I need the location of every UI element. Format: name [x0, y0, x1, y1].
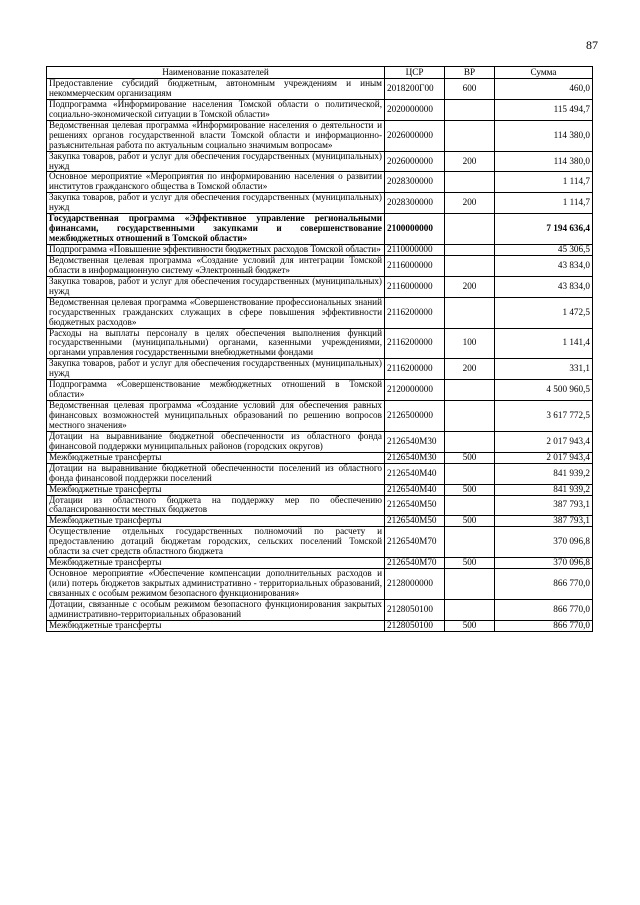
table-row: [47, 431, 593, 452]
row-sum-cell: 3 617 772,5: [495, 401, 593, 432]
row-name-cell: Подпрограмма «Информирование населения Томской области о политической, социально-экономической ситуации в Томской области»: [47, 99, 385, 120]
row-csr-cell: 2126540М30: [385, 452, 445, 463]
row-csr-cell: 2018200Г00: [385, 79, 445, 100]
row-sum-cell: 387 793,1: [495, 495, 593, 516]
row-sum-cell: 1 472,5: [495, 297, 593, 328]
row-sum-cell: 331,1: [495, 359, 593, 380]
row-name-cell: Подпрограмма «Повышение эффективности бюджетных расходов Томской области»: [47, 245, 385, 256]
row-name-cell: Основное мероприятие «Обеспечение компенсации дополнительных расходов и (или) потерь бюджетов закрытых административно - территориальных образований, связанных с особым режимом безопасного функционирования»: [47, 569, 385, 600]
row-sum-cell: 7 194 636,4: [495, 214, 593, 245]
row-vr-cell: [445, 214, 495, 245]
table-row: [47, 452, 593, 463]
row-csr-cell: 2126540М50: [385, 516, 445, 527]
row-name-cell: Государственная программа «Эффективное управление региональными финансами, государственными закупками и совершенствование межбюджетных отношений в Томской области»: [47, 214, 385, 245]
row-name-cell: Межбюджетные трансферты: [47, 516, 385, 527]
row-vr-cell: 200: [445, 359, 495, 380]
row-sum-cell: 370 096,8: [495, 527, 593, 558]
row-vr-cell: 500: [445, 484, 495, 495]
table-row: [47, 359, 593, 380]
row-sum-cell: 866 770,0: [495, 569, 593, 600]
row-vr-cell: 500: [445, 558, 495, 569]
row-csr-cell: 2128050100: [385, 620, 445, 631]
row-name-cell: Ведомственная целевая программа «Информирование населения о деятельности и решениях органов государственной власти Томской области и информационно-разъяснительная работа по актуальным социально значимым вопросам»: [47, 120, 385, 151]
table-row: [47, 380, 593, 401]
row-csr-cell: 2020000000: [385, 99, 445, 120]
table-row: [47, 328, 593, 359]
row-name-cell: Подпрограмма «Совершенствование межбюджетных отношений в Томской области»: [47, 380, 385, 401]
table-row: [47, 620, 593, 631]
row-csr-cell: 2126540М70: [385, 527, 445, 558]
row-sum-cell: 114 380,0: [495, 120, 593, 151]
row-sum-cell: 4 500 960,5: [495, 380, 593, 401]
row-vr-cell: 500: [445, 516, 495, 527]
row-name-cell: Закупка товаров, работ и услуг для обеспечения государственных (муниципальных) нужд: [47, 276, 385, 297]
row-csr-cell: 2116200000: [385, 359, 445, 380]
row-vr-cell: [445, 599, 495, 620]
row-vr-cell: 100: [445, 328, 495, 359]
row-csr-cell: 2116200000: [385, 297, 445, 328]
page-number: 87: [586, 38, 598, 52]
row-vr-cell: [445, 431, 495, 452]
row-csr-cell: 2128000000: [385, 569, 445, 600]
row-csr-cell: 2026000000: [385, 151, 445, 172]
row-name-cell: Межбюджетные трансферты: [47, 558, 385, 569]
row-sum-cell: 866 770,0: [495, 620, 593, 631]
row-csr-cell: 2100000000: [385, 214, 445, 245]
row-csr-cell: 2126540М70: [385, 558, 445, 569]
row-vr-cell: [445, 255, 495, 276]
table-row: [47, 245, 593, 256]
row-csr-cell: 2120000000: [385, 380, 445, 401]
table-row: [47, 79, 593, 100]
row-sum-cell: 2 017 943,4: [495, 452, 593, 463]
table-row: [47, 527, 593, 558]
row-csr-cell: 2116200000: [385, 328, 445, 359]
row-sum-cell: 841 939,2: [495, 463, 593, 484]
row-csr-cell: 2126540М50: [385, 495, 445, 516]
table-row: [47, 401, 593, 432]
budget-table: [46, 66, 593, 632]
row-name-cell: Межбюджетные трансферты: [47, 620, 385, 631]
row-name-cell: Расходы на выплаты персоналу в целях обеспечения выполнения функций государственными (муниципальными) органами, казенными учреждениями, органами управления государственными внебюджетными фондами: [47, 328, 385, 359]
row-vr-cell: [445, 401, 495, 432]
row-sum-cell: 866 770,0: [495, 599, 593, 620]
row-name-cell: Ведомственная целевая программа «Совершенствование профессиональных знаний государственных гражданских служащих в сфере повышения эффективности бюджетных расходов»: [47, 297, 385, 328]
table-row: [47, 463, 593, 484]
row-vr-cell: [445, 527, 495, 558]
table-row: [47, 569, 593, 600]
row-sum-cell: 387 793,1: [495, 516, 593, 527]
row-vr-cell: [445, 120, 495, 151]
row-sum-cell: 841 939,2: [495, 484, 593, 495]
row-vr-cell: 500: [445, 452, 495, 463]
row-name-cell: Дотации из областного бюджета на поддержку мер по обеспечению сбалансированности местных бюджетов: [47, 495, 385, 516]
row-vr-cell: [445, 569, 495, 600]
row-vr-cell: [445, 495, 495, 516]
row-vr-cell: [445, 463, 495, 484]
table-row: [47, 599, 593, 620]
table-row: [47, 99, 593, 120]
row-csr-cell: 2126540М30: [385, 431, 445, 452]
row-sum-cell: 460,0: [495, 79, 593, 100]
row-csr-cell: 2126540М40: [385, 463, 445, 484]
row-vr-cell: [445, 172, 495, 193]
row-csr-cell: 2116000000: [385, 276, 445, 297]
row-name-cell: Закупка товаров, работ и услуг для обеспечения государственных (муниципальных) нужд: [47, 193, 385, 214]
row-name-cell: Межбюджетные трансферты: [47, 484, 385, 495]
row-vr-cell: [445, 245, 495, 256]
row-vr-cell: 200: [445, 276, 495, 297]
row-csr-cell: 2116000000: [385, 255, 445, 276]
row-sum-cell: 43 834,0: [495, 276, 593, 297]
row-csr-cell: 2026000000: [385, 120, 445, 151]
row-vr-cell: 200: [445, 151, 495, 172]
table-row: [47, 484, 593, 495]
row-sum-cell: 115 494,7: [495, 99, 593, 120]
row-vr-cell: 600: [445, 79, 495, 100]
row-name-cell: Закупка товаров, работ и услуг для обеспечения государственных (муниципальных) нужд: [47, 151, 385, 172]
column-header-sum: Сумма: [495, 67, 593, 79]
table-row: [47, 214, 593, 245]
table-row: [47, 297, 593, 328]
column-header-csr: ЦСР: [385, 67, 445, 79]
table-body: [47, 79, 593, 632]
row-vr-cell: [445, 297, 495, 328]
row-vr-cell: 200: [445, 193, 495, 214]
row-sum-cell: 45 306,5: [495, 245, 593, 256]
row-sum-cell: 2 017 943,4: [495, 431, 593, 452]
row-csr-cell: 2128050100: [385, 599, 445, 620]
row-sum-cell: 1 114,7: [495, 172, 593, 193]
row-name-cell: Закупка товаров, работ и услуг для обеспечения государственных (муниципальных) нужд: [47, 359, 385, 380]
row-name-cell: Межбюджетные трансферты: [47, 452, 385, 463]
table-row: [47, 120, 593, 151]
table-row: [47, 495, 593, 516]
row-vr-cell: [445, 99, 495, 120]
row-name-cell: Ведомственная целевая программа «Создание условий для обеспечения равных финансовых возможностей муниципальных образований по решению вопросов местного значения»: [47, 401, 385, 432]
row-sum-cell: 114 380,0: [495, 151, 593, 172]
table-row: [47, 276, 593, 297]
row-name-cell: Ведомственная целевая программа «Создание условий для интеграции Томской области в информационную систему «Электронный бюджет»: [47, 255, 385, 276]
row-name-cell: Основное мероприятие «Мероприятия по информированию населения о развитии институтов гражданского общества в Томской области»: [47, 172, 385, 193]
row-name-cell: Дотации, связанные с особым режимом безопасного функционирования закрытых административно-территориальных образований: [47, 599, 385, 620]
table-row: [47, 558, 593, 569]
table-header-row: [47, 67, 593, 79]
row-csr-cell: 2028300000: [385, 193, 445, 214]
table-row: [47, 255, 593, 276]
row-name-cell: Дотации на выравнивание бюджетной обеспеченности поселений из областного фонда финансовой поддержки поселений: [47, 463, 385, 484]
row-sum-cell: 1 114,7: [495, 193, 593, 214]
row-csr-cell: 2110000000: [385, 245, 445, 256]
row-csr-cell: 2126500000: [385, 401, 445, 432]
row-vr-cell: [445, 380, 495, 401]
row-sum-cell: 43 834,0: [495, 255, 593, 276]
table-row: [47, 193, 593, 214]
column-header-vr: ВР: [445, 67, 495, 79]
table-row: [47, 172, 593, 193]
row-name-cell: Осуществление отдельных государственных полномочий по расчету и предоставлению дотаций бюджетам городских, сельских поселений Томской области за счет средств областного бюджета: [47, 527, 385, 558]
row-vr-cell: 500: [445, 620, 495, 631]
row-sum-cell: 370 096,8: [495, 558, 593, 569]
table-row: [47, 516, 593, 527]
row-csr-cell: 2028300000: [385, 172, 445, 193]
column-header-name: Наименование показателей: [47, 67, 385, 79]
row-sum-cell: 1 141,4: [495, 328, 593, 359]
row-name-cell: Дотации на выравнивание бюджетной обеспеченности из областного фонда финансовой поддержки муниципальных районов (городских округов): [47, 431, 385, 452]
row-csr-cell: 2126540М40: [385, 484, 445, 495]
table-row: [47, 151, 593, 172]
row-name-cell: Предоставление субсидий бюджетным, автономным учреждениям и иным некоммерческим организациям: [47, 79, 385, 100]
